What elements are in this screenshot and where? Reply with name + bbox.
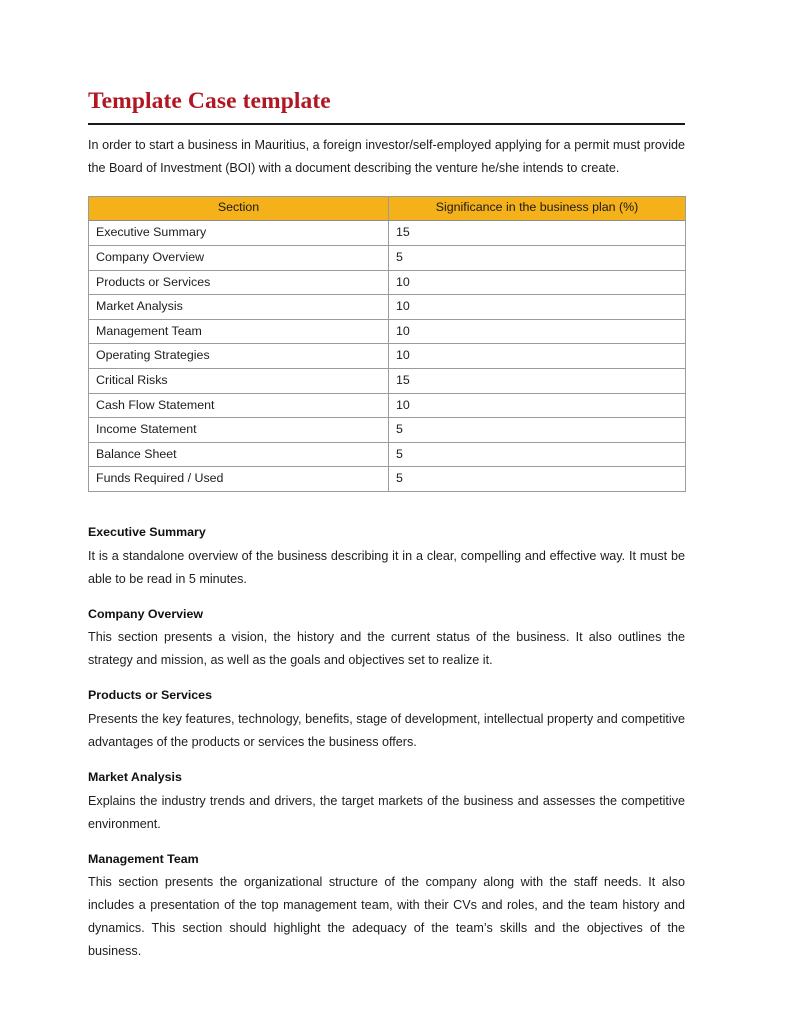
table-row	[89, 245, 686, 270]
table-row	[89, 221, 686, 246]
table-row	[89, 319, 686, 344]
table-cell-significance: 5	[389, 418, 686, 443]
table-cell-significance: 10	[389, 319, 686, 344]
section-heading: Company Overview	[88, 606, 204, 621]
table-row	[89, 418, 686, 443]
section-heading: Executive Summary	[88, 525, 206, 540]
section-body: Presents the key features, technology, benefits, stage of development, intellectual property and competitive advantages of the products or services the business offers.	[88, 712, 685, 750]
table-cell-significance: 15	[389, 369, 686, 394]
table-cell-section: Critical Risks	[89, 369, 389, 394]
document-content	[88, 88, 685, 963]
section-body: This section presents a vision, the history and the current status of the business. It also outlines the strategy and mission, as well as the goals and objectives set to realize it.	[88, 630, 685, 668]
table-row	[89, 467, 686, 492]
table-cell-significance: 5	[389, 467, 686, 492]
business-plan-table-wrapper	[88, 196, 685, 492]
section-products-or-services	[88, 686, 685, 754]
business-plan-table	[88, 196, 686, 492]
table-row	[89, 344, 686, 369]
table-cell-significance: 5	[389, 442, 686, 467]
table-cell-significance: 10	[389, 393, 686, 418]
table-cell-section: Operating Strategies	[89, 344, 389, 369]
section-descriptions	[88, 523, 685, 963]
table-header-section: Section	[89, 197, 389, 221]
section-heading: Management Team	[88, 851, 199, 866]
section-heading: Products or Services	[88, 688, 212, 703]
table-cell-significance: 15	[389, 221, 686, 246]
section-body: Explains the industry trends and drivers, the target markets of the business and assesses the competitive environment.	[88, 793, 685, 831]
table-cell-significance: 10	[389, 344, 686, 369]
table-cell-significance: 10	[389, 270, 686, 295]
table-cell-section: Management Team	[89, 319, 389, 344]
table-row	[89, 442, 686, 467]
table-header	[89, 197, 686, 221]
table-row	[89, 393, 686, 418]
table-header-row	[89, 197, 686, 221]
page-title: Template Case template	[88, 88, 331, 114]
table-cell-section: Company Overview	[89, 245, 389, 270]
section-market-analysis	[88, 768, 685, 836]
table-cell-section: Cash Flow Statement	[89, 393, 389, 418]
section-management-team	[88, 850, 685, 964]
table-cell-section: Executive Summary	[89, 221, 389, 246]
table-cell-section: Products or Services	[89, 270, 389, 295]
section-body: It is a standalone overview of the business describing it in a clear, compelling and effective way. It must be able to be read in 5 minutes.	[88, 548, 685, 586]
table-row	[89, 369, 686, 394]
title-divider	[88, 123, 685, 125]
table-row	[89, 295, 686, 320]
section-heading: Market Analysis	[88, 770, 182, 785]
table-cell-significance: 10	[389, 295, 686, 320]
table-cell-significance: 5	[389, 245, 686, 270]
table-body	[89, 221, 686, 492]
table-header-significance: Significance in the business plan (%)	[389, 197, 686, 221]
intro-paragraph: In order to start a business in Mauritius, a foreign investor/self-employed applying for a permit must provide the Board of Investment (BOI) with a document describing the venture he/she intends to create.	[88, 138, 685, 176]
section-body: This section presents the organizational structure of the company along with the staff needs. It also includes a presentation of the top management team, with their CVs and roles, and the team history and dynamics. This section should highlight the adequacy of the team’s skills and the objectives of the business.	[88, 875, 685, 959]
table-cell-section: Market Analysis	[89, 295, 389, 320]
table-cell-section: Income Statement	[89, 418, 389, 443]
section-company-overview	[88, 605, 685, 673]
table-cell-section: Funds Required / Used	[89, 467, 389, 492]
table-cell-section: Balance Sheet	[89, 442, 389, 467]
section-executive-summary	[88, 523, 685, 591]
table-row	[89, 270, 686, 295]
